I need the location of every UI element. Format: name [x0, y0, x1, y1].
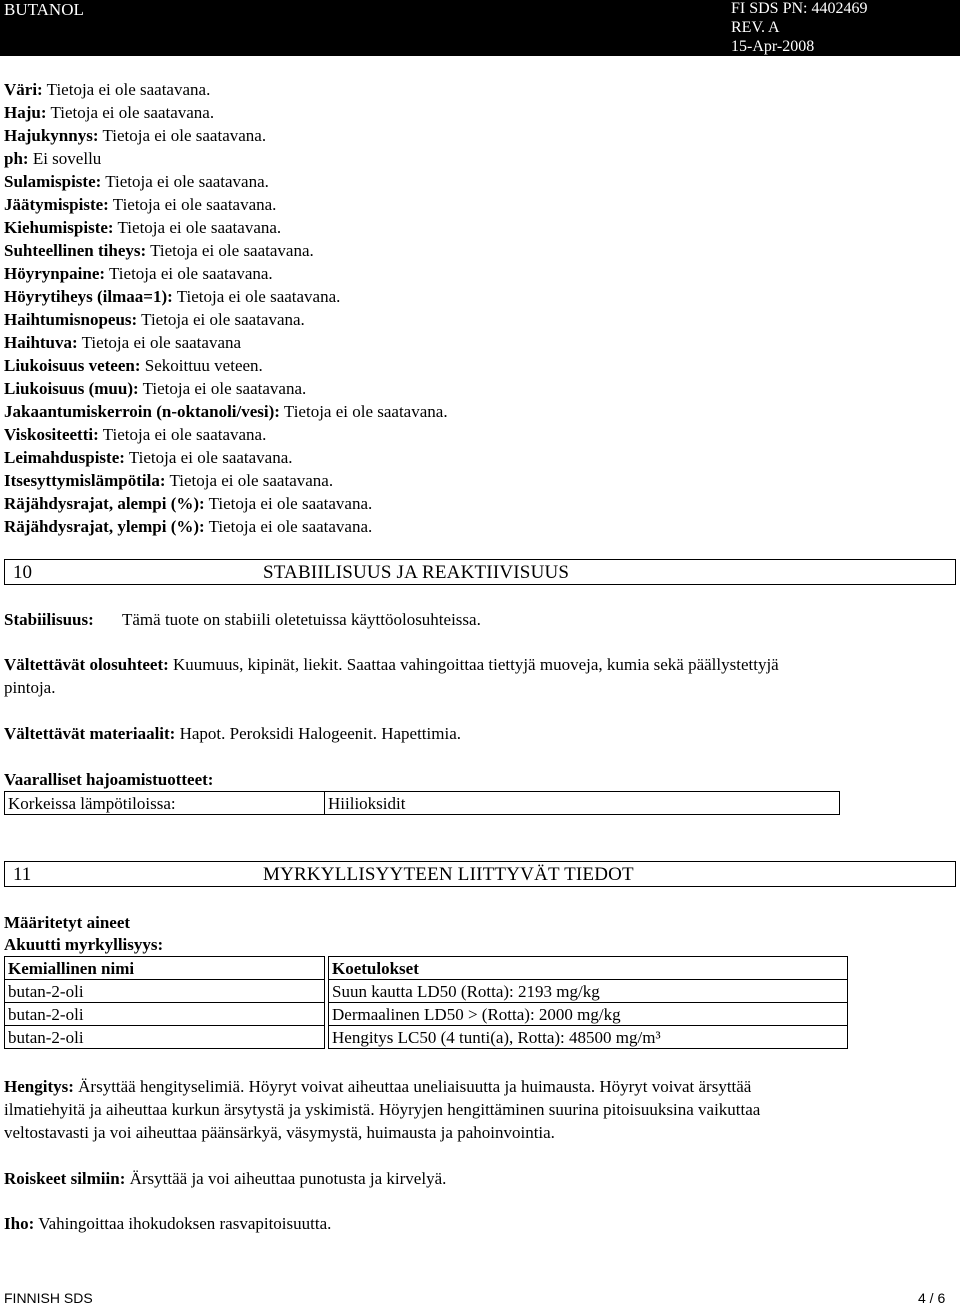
- table-cell: [328, 979, 848, 1003]
- property-row: [4, 173, 269, 190]
- property-value: Tietoja ei ole saatavana.: [50, 103, 215, 122]
- property-row: [4, 518, 372, 535]
- property-label: Viskositeetti:: [4, 425, 99, 444]
- property-label: Suhteellinen tiheys:: [4, 241, 147, 260]
- property-label: Hajukynnys:: [4, 126, 99, 145]
- property-label: Haju:: [4, 103, 47, 122]
- conditions-row: [4, 656, 779, 673]
- property-row: [4, 127, 266, 144]
- acute-toxicity-label: Akuutti myrkyllisyys:: [4, 935, 164, 954]
- property-value: Sekoittuu veteen.: [144, 356, 263, 375]
- property-value: Tietoja ei ole saatavana.: [208, 517, 373, 536]
- property-value: Tietoja ei ole saatavana.: [112, 195, 277, 214]
- property-row: [4, 104, 214, 121]
- table-header-cell: [328, 956, 848, 980]
- eye-contact-label: Roiskeet silmiin:: [4, 1169, 126, 1188]
- property-value: Tietoja ei ole saatavana.: [102, 126, 267, 145]
- cell-value: butan-2-oli: [8, 982, 84, 1001]
- property-value: Tietoja ei ole saatavana.: [141, 310, 305, 329]
- property-row: [4, 288, 340, 305]
- cell-value: butan-2-oli: [8, 1028, 84, 1047]
- section-title: MYRKYLLISYYTEEN LIITTYVÄT TIEDOT: [263, 864, 634, 885]
- property-label: Räjähdysrajat, ylempi (%):: [4, 517, 205, 536]
- column-header: Koetulokset: [332, 959, 419, 978]
- hazardous-condition: Korkeissa lämpötiloissa:: [8, 794, 176, 813]
- hazardous-product-cell: [324, 791, 840, 815]
- conditions-label: Vältettävät olosuhteet:: [4, 655, 169, 674]
- eye-contact-value: Ärsyttää ja voi aiheuttaa punotusta ja kirvelyä.: [129, 1169, 447, 1188]
- product-name: BUTANOL: [4, 0, 84, 19]
- property-row: [4, 311, 305, 328]
- property-row: [4, 265, 273, 282]
- property-label: Haihtumisnopeus:: [4, 310, 138, 329]
- table-cell: [4, 1025, 325, 1049]
- cell-value: Hengitys LC50 (4 tunti(a), Rotta): 48500 mg/m³: [332, 1028, 661, 1047]
- property-value: Tietoja ei ole saatavana.: [283, 402, 448, 421]
- property-row: [4, 150, 101, 167]
- hazardous-product: Hiilioksidit: [328, 794, 406, 813]
- sds-part-number: FI SDS PN: 4402469: [731, 0, 868, 17]
- table-header-cell: [4, 956, 325, 980]
- property-value: Tietoja ei ole saatavana.: [142, 379, 307, 398]
- property-row: [4, 219, 281, 236]
- materials-value: Hapot. Peroksidi Halogeenit. Hapettimia.: [179, 724, 461, 743]
- property-value: Tietoja ei ole saatavana.: [109, 264, 273, 283]
- hazardous-products-label: Vaaralliset hajoamistuotteet:: [4, 770, 214, 789]
- property-row: [4, 495, 372, 512]
- property-value: Tietoja ei ole saatavana.: [117, 218, 282, 237]
- property-value: Tietoja ei ole saatavana.: [150, 241, 314, 260]
- inhalation-label: Hengitys:: [4, 1077, 74, 1096]
- property-value: Tietoja ei ole saatavana.: [102, 425, 267, 444]
- property-label: Väri:: [4, 80, 43, 99]
- property-label: Jäätymispiste:: [4, 195, 109, 214]
- property-label: Höyrytiheys (ilmaa=1):: [4, 287, 173, 306]
- revision-date: 15-Apr-2008: [731, 38, 815, 55]
- footer-page-number: 4 / 6: [918, 1290, 946, 1306]
- property-value: Tietoja ei ole saatavana.: [208, 494, 373, 513]
- property-row: [4, 196, 276, 213]
- conditions-value: Kuumuus, kipinät, liekit. Saattaa vahingoittaa tiettyjä muoveja, kumia sekä päällystettyjä: [173, 655, 779, 674]
- property-label: Sulamispiste:: [4, 172, 102, 191]
- skin-row: [4, 1215, 331, 1232]
- section-number: 10: [13, 562, 32, 583]
- section-11-heading: [4, 861, 956, 887]
- inhalation-value: Ärsyttää hengityselimiä. Höyryt voivat aiheuttaa uneliaisuutta ja huimausta. Höyryt voivat ärsyttää: [78, 1077, 752, 1096]
- property-label: Jakaantumiskerroin (n-oktanoli/vesi):: [4, 402, 280, 421]
- table-cell: [328, 1002, 848, 1026]
- inhalation-value-cont: veltostavasti ja voi aiheuttaa päänsärkyä, väsymystä, huimausta ja pahoinvointia.: [4, 1123, 555, 1142]
- property-label: Liukoisuus veteen:: [4, 356, 141, 375]
- section-title: STABIILISUUS JA REAKTIIVISUUS: [263, 562, 570, 583]
- property-row: [4, 334, 241, 351]
- eye-contact-row: [4, 1170, 446, 1187]
- property-value: Tietoja ei ole saatavana.: [169, 471, 334, 490]
- property-label: Höyrynpaine:: [4, 264, 106, 283]
- stability-label: Stabiilisuus:: [4, 610, 94, 629]
- inhalation-row: [4, 1078, 751, 1095]
- property-value: Tietoja ei ole saatavana.: [176, 287, 341, 306]
- property-row: [4, 380, 306, 397]
- section-10-heading: [4, 559, 956, 585]
- materials-label: Vältettävät materiaalit:: [4, 724, 176, 743]
- conditions-value-cont: pintoja.: [4, 678, 56, 697]
- skin-value: Vahingoittaa ihokudoksen rasvapitoisuutta.: [38, 1214, 332, 1233]
- property-value: Tietoja ei ole saatavana.: [46, 80, 211, 99]
- property-row: [4, 242, 314, 259]
- cell-value: Dermaalinen LD50 > (Rotta): 2000 mg/kg: [332, 1005, 621, 1024]
- inhalation-value-cont: ilmatiehyitä ja aiheuttaa kurkun ärsytystä ja yskimistä. Höyryjen hengittäminen suurina pitoisuuksina vaikuttaa: [4, 1100, 761, 1119]
- property-label: Itsesyttymislämpötila:: [4, 471, 166, 490]
- document-header: [0, 0, 960, 56]
- property-label: ph:: [4, 149, 29, 168]
- stability-value: Tämä tuote on stabiili oletetuissa käyttöolosuhteissa.: [122, 610, 481, 629]
- specified-substances-label: Määritetyt aineet: [4, 913, 131, 932]
- cell-value: butan-2-oli: [8, 1005, 84, 1024]
- property-row: [4, 403, 448, 420]
- property-row: [4, 449, 293, 466]
- property-row: [4, 357, 263, 374]
- property-row: [4, 472, 333, 489]
- property-label: Liukoisuus (muu):: [4, 379, 139, 398]
- table-cell: [328, 1025, 848, 1049]
- property-label: Haihtuva:: [4, 333, 78, 352]
- materials-row: [4, 725, 461, 742]
- column-header: Kemiallinen nimi: [8, 959, 135, 978]
- property-value: Ei sovellu: [32, 149, 102, 168]
- property-label: Räjähdysrajat, alempi (%):: [4, 494, 205, 513]
- cell-value: Suun kautta LD50 (Rotta): 2193 mg/kg: [332, 982, 600, 1001]
- table-cell: [4, 979, 325, 1003]
- property-row: [4, 426, 266, 443]
- property-value: Tietoja ei ole saatavana.: [105, 172, 269, 191]
- hazardous-condition-cell: [4, 791, 325, 815]
- property-value: Tietoja ei ole saatavana.: [128, 448, 293, 467]
- property-label: Leimahduspiste:: [4, 448, 125, 467]
- table-cell: [4, 1002, 325, 1026]
- revision: REV. A: [731, 19, 780, 36]
- skin-label: Iho:: [4, 1214, 35, 1233]
- property-label: Kiehumispiste:: [4, 218, 114, 237]
- footer-document-name: FINNISH SDS: [4, 1290, 93, 1306]
- property-row: [4, 81, 210, 98]
- stability-row: [4, 611, 94, 628]
- section-number: 11: [13, 864, 32, 885]
- property-value: Tietoja ei ole saatavana: [81, 333, 242, 352]
